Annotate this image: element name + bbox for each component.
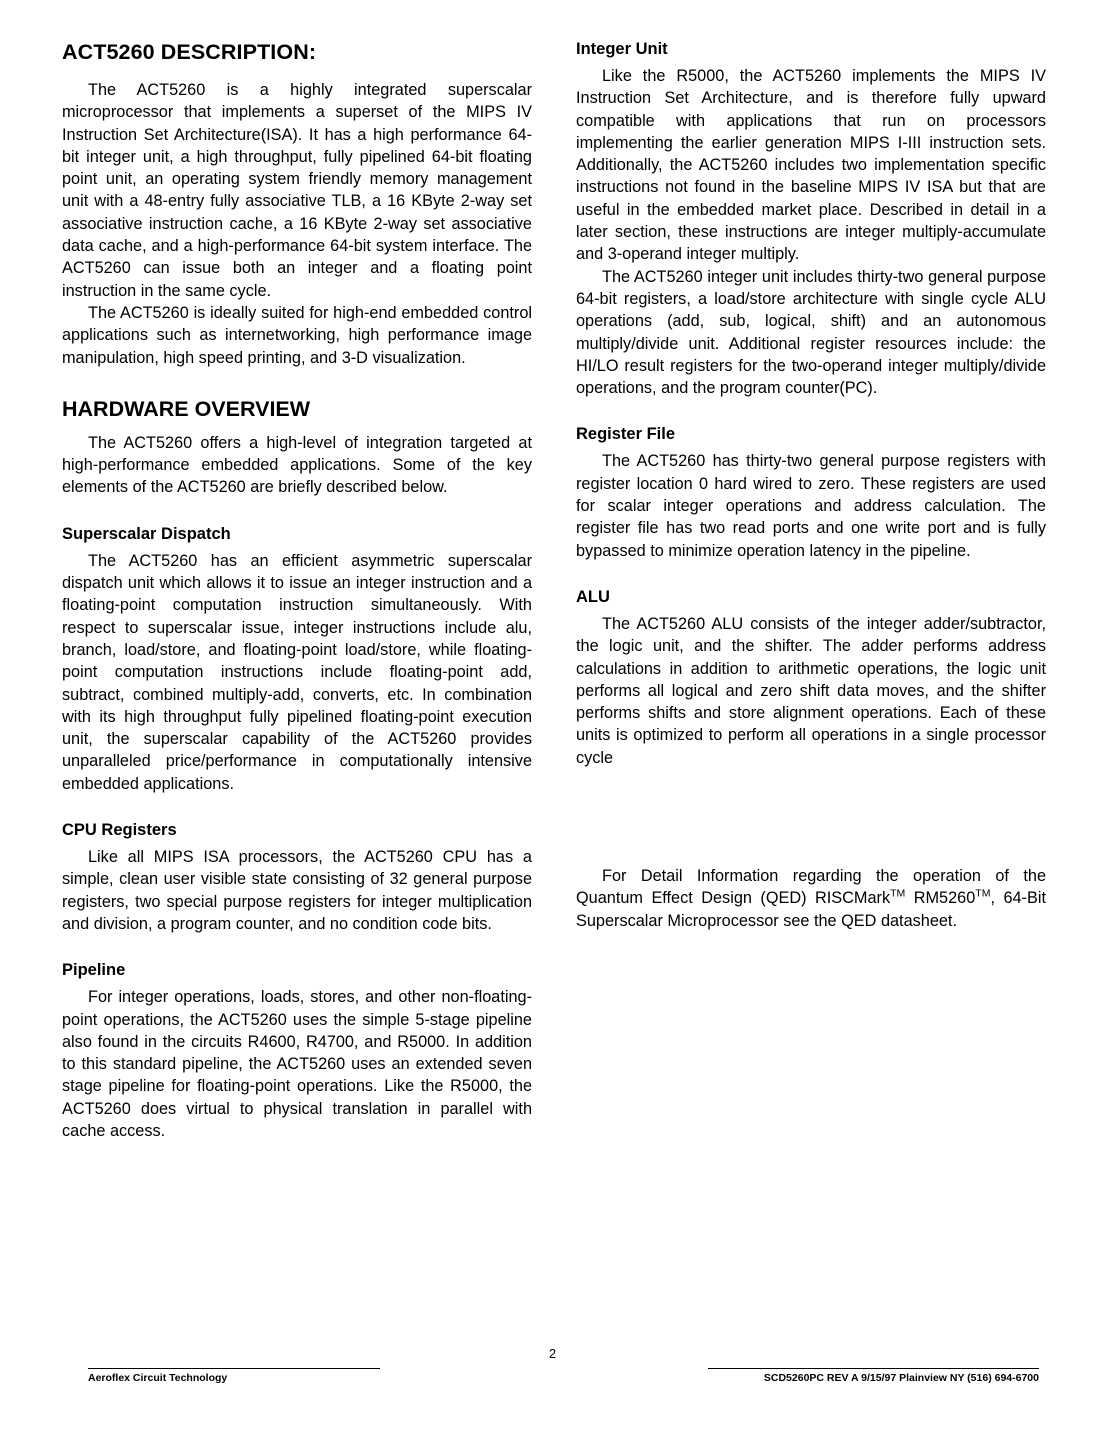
paragraph-description-1: The ACT5260 is a highly integrated superscalar microprocessor that implements a superset of the MIPS IV Instruction Set Architecture(ISA). It has a high performance 64-bit integer unit, a high throughput, fully pipelined 64-bit floating point unit, an operating system friendly memory management unit with a 48-entry fully associative TLB, a 16 KByte 2-way set associative instruction cache, a 16 KByte 2-way set associative data cache, and a high-performance 64-bit system interface. The ACT5260 can issue both an integer and a floating point instruction in the same cycle. [62, 81, 532, 300]
subsection-pipeline-title: Pipeline [62, 961, 126, 980]
two-column-body [62, 40, 1047, 1142]
subsection-register-file-title: Register File [576, 425, 676, 444]
subsection-integer-unit-title: Integer Unit [576, 40, 668, 58]
trademark-symbol-riscmark: TM [890, 887, 906, 900]
detail-info-text-3: , 64-Bit Superscalar Microprocessor see the QED datasheet. [576, 889, 1046, 930]
subsection-superscalar-dispatch-title: Superscalar Dispatch [62, 524, 231, 543]
right-column [576, 40, 1046, 1142]
page-title: ACT5260 DESCRIPTION: [62, 40, 317, 64]
paragraph-hardware-overview: The ACT5260 offers a high-level of integration targeted at high-performance embedded applications. Some of the key elements of the ACT5260 are briefly described below. [62, 433, 532, 497]
footer-page-number: 2 [548, 1346, 557, 1361]
subsection-cpu-registers-title: CPU Registers [62, 821, 177, 840]
paragraph-alu: The ACT5260 ALU consists of the integer adder/subtractor, the logic unit, and the shifter. The adder performs address calculations in addition to arithmetic operations, the logic unit performs all logical and zero shift data moves, and the shifter performs shifts and store alignment operations. Each of these units is optimized to perform all operations in a single processor cycle [576, 614, 1046, 767]
page-footer [0, 1346, 1105, 1418]
column-spacer [576, 769, 1046, 865]
paragraph-integer-unit-1: Like the R5000, the ACT5260 implements the MIPS IV Instruction Set Architecture, and is therefore fully upward compatible with applications that run on processors implementing the earlier generation MIPS I-III instruction sets. Additionally, the ACT5260 includes two implementation specific instructions not found in the baseline MIPS IV ISA but that are useful in the embedded market place. Described in detail in a later section, these instructions are integer multiply-accumulate and 3-operand integer multiply. [576, 67, 1046, 264]
subsection-alu-title: ALU [576, 587, 610, 606]
trademark-symbol-rm5260: TM [975, 887, 991, 900]
detail-info-text-1: For Detail Information regarding the operation of the Quantum Effect Design (QED) RISCMark [576, 867, 1046, 908]
paragraph-description-2: The ACT5260 is ideally suited for high-end embedded control applications such as internetworking, high performance image manipulation, high speed printing, and 3-D visualization. [62, 303, 532, 367]
footer-company-name: Aeroflex Circuit Technology [88, 1368, 380, 1384]
paragraph-detail-information [576, 865, 1046, 932]
section-hardware-overview-title: HARDWARE OVERVIEW [62, 396, 311, 421]
paragraph-superscalar-dispatch: The ACT5260 has an efficient asymmetric superscalar dispatch unit which allows it to issue an integer instruction and a floating-point computation instruction simultaneously. With respect to superscalar issue, integer instructions include alu, branch, load/store, and floating-point load/store, while floating-point computation instructions include floating-point add, subtract, combined multiply-add, converts, etc. In combination with its high throughput fully pipelined floating-point execution unit, the superscalar capability of the ACT5260 provides unparalleled price/performance in computationally intensive embedded applications. [62, 551, 532, 793]
footer-document-reference: SCD5260PC REV A 9/15/97 Plainview NY (516) 694-6700 [708, 1368, 1039, 1384]
left-column [62, 40, 532, 1142]
paragraph-integer-unit-2: The ACT5260 integer unit includes thirty-two general purpose 64-bit registers, a load/store architecture with single cycle ALU operations (add, sub, logical, shift) and an autonomous multiply/divide unit. Additional register resources include: the HI/LO result registers for the two-operand integer multiply/divide operations, and the program counter(PC). [576, 267, 1046, 398]
paragraph-pipeline: For integer operations, loads, stores, and other non-floating-point operations, the ACT5260 uses the simple 5-stage pipeline also found in the circuits R4600, R4700, and R5000. In addition to this standard pipeline, the ACT5260 uses an extended seven stage pipeline for floating-point operations. Like the R5000, the ACT5260 does virtual to physical translation in parallel with cache access. [62, 988, 532, 1140]
detail-info-text-2: RM5260 [905, 889, 976, 908]
paragraph-register-file: The ACT5260 has thirty-two general purpose registers with register location 0 hard wired to zero. These registers are used for scalar integer operations and address calculation. The register file has two read ports and one write port and is fully bypassed to minimize operation latency in the pipeline. [576, 452, 1046, 560]
paragraph-cpu-registers: Like all MIPS ISA processors, the ACT5260 CPU has a simple, clean user visible state consisting of 32 general purpose registers, two special purpose registers for integer multiplication and division, a program counter, and no condition code bits. [62, 848, 532, 933]
